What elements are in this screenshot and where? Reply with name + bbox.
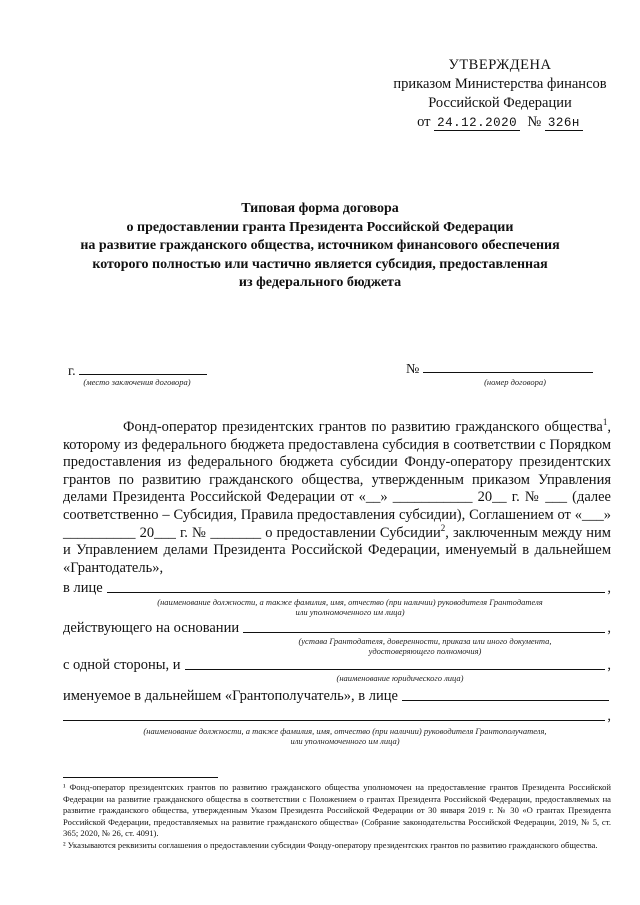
one-side-comma: , [607, 657, 611, 673]
acting-basis-caption [240, 636, 610, 656]
one-side-label: с одной стороны, и [63, 657, 181, 673]
recipient-row-2 [63, 708, 611, 725]
approval-number-prefix: № [527, 114, 542, 130]
recipient-blank-2[interactable] [63, 719, 605, 721]
legal-entity-blank[interactable] [185, 668, 606, 670]
contract-number-caption: (номер договора) [484, 377, 546, 387]
legal-entity-caption: (наименование юридического лица) [336, 673, 464, 683]
contract-number-prefix: № [406, 362, 420, 377]
number-field [406, 358, 593, 378]
footnote-ref-1: 1 [602, 417, 608, 428]
paragraph-text-mid: , которому из федерального бюджета предоставлена субсидия в соответствии с Порядком предоставления из федерального бюджета субсидии Фонду-оператору президентских грантов по развитию гражданского общества, утвержденным приказом Управления делами Президента Российской Федерации от «__» ___________ 20__ г. № ___ (далее соответственно – Субсидия, Правила предоставления субсидии), Соглашением от «___» __________ 20___ г. № _______ о предоставлении Субсидии [63, 419, 611, 541]
title-line-5: из федерального бюджета [238, 275, 402, 290]
title-line-4: которого полностью или частично является субсидия, предоставленная [92, 256, 548, 272]
recipient-row [63, 688, 611, 705]
approval-block [380, 56, 620, 133]
approval-date-number [380, 113, 620, 133]
title-line-1: Типовая форма договора [241, 201, 399, 216]
approval-date-value: 24.12.2020 [434, 116, 520, 131]
place-prefix: г. [68, 364, 76, 379]
title-line-2: о предоставлении гранта Президента Российской Федерации [126, 219, 514, 235]
recipient-comma: , [607, 708, 611, 724]
in-person-row [63, 580, 611, 597]
place-caption: (место заключения договора) [83, 377, 191, 387]
approval-line-1: приказом Министерства финансов [393, 76, 607, 92]
footnote-ref-2: 2 [440, 522, 446, 533]
recipient-caption-line-2: или уполномоченного им лица) [290, 736, 400, 746]
recipient-caption [80, 726, 610, 746]
footnote-1: ¹ Фонд-оператор президентских грантов по развитию гражданского общества уполномочен на предоставление грантов Президента Российской Федерации на развитие гражданского общества в соответствии с Положением о грантах Президента Российской Федерации, предоставляемых на развитие гражданского общества, утвержденным Указом Президента Российской Федерации от 30 января 2019 г. № 30 «О грантах Президента Российской Федерации, предоставляемых на развитие гражданского общества» (Собрание законодательства Российской Федерации, 2019, № 5, ст. 365; 2020, № 26, ст. 4091). [63, 782, 611, 838]
approval-heading: УТВЕРЖДЕНА [448, 57, 552, 73]
footnote-2: ² Указываются реквизиты соглашения о предоставлении субсидии Фонду-оператору президентских грантов по развитию гражданского общества. [63, 839, 598, 850]
in-person-label: в лице [63, 580, 103, 596]
approval-line-2: Российской Федерации [428, 95, 572, 111]
in-person-caption [100, 597, 600, 617]
main-paragraph [63, 419, 611, 577]
one-side-row [63, 657, 611, 674]
acting-basis-label: действующего на основании [63, 620, 240, 636]
in-person-caption-line-2: или уполномоченного им лица) [295, 607, 405, 617]
approval-date-prefix: от [417, 114, 431, 130]
acting-basis-row [63, 620, 611, 637]
footnotes [63, 782, 611, 851]
document-title [40, 200, 600, 293]
acting-basis-blank[interactable] [243, 631, 605, 633]
acting-basis-comma: , [607, 620, 611, 636]
title-line-3: на развитие гражданского общества, источником финансового обеспечения [80, 238, 560, 253]
recipient-caption-line-1: (наименование должности, а также фамилия, имя, отчество (при наличии) руководителя Грантополучателя, [143, 726, 547, 736]
acting-basis-caption-line-2: удостоверяющего полномочия) [368, 646, 482, 656]
paragraph-text-end: , заключенным между ним и Управлением делами Президента Российской Федерации, именуемый в дальнейшем «Грантодатель», [63, 524, 611, 576]
footnote-separator [63, 777, 218, 778]
in-person-blank[interactable] [107, 591, 606, 593]
recipient-blank[interactable] [402, 699, 609, 701]
recipient-label: именуемое в дальнейшем «Грантополучатель», в лице [63, 688, 398, 704]
in-person-caption-line-1: (наименование должности, а также фамилия, имя, отчество (при наличии) руководителя Грантодателя [157, 597, 543, 607]
contract-number-blank[interactable] [423, 358, 593, 373]
acting-basis-caption-line-1: (устава Грантодателя, доверенности, приказа или иного документа, [298, 636, 552, 646]
approval-number-value: 326н [545, 116, 583, 131]
paragraph-text-start: Фонд-оператор президентских грантов по развитию гражданского общества [123, 419, 603, 435]
place-blank[interactable] [79, 360, 207, 375]
in-person-comma: , [607, 580, 611, 596]
